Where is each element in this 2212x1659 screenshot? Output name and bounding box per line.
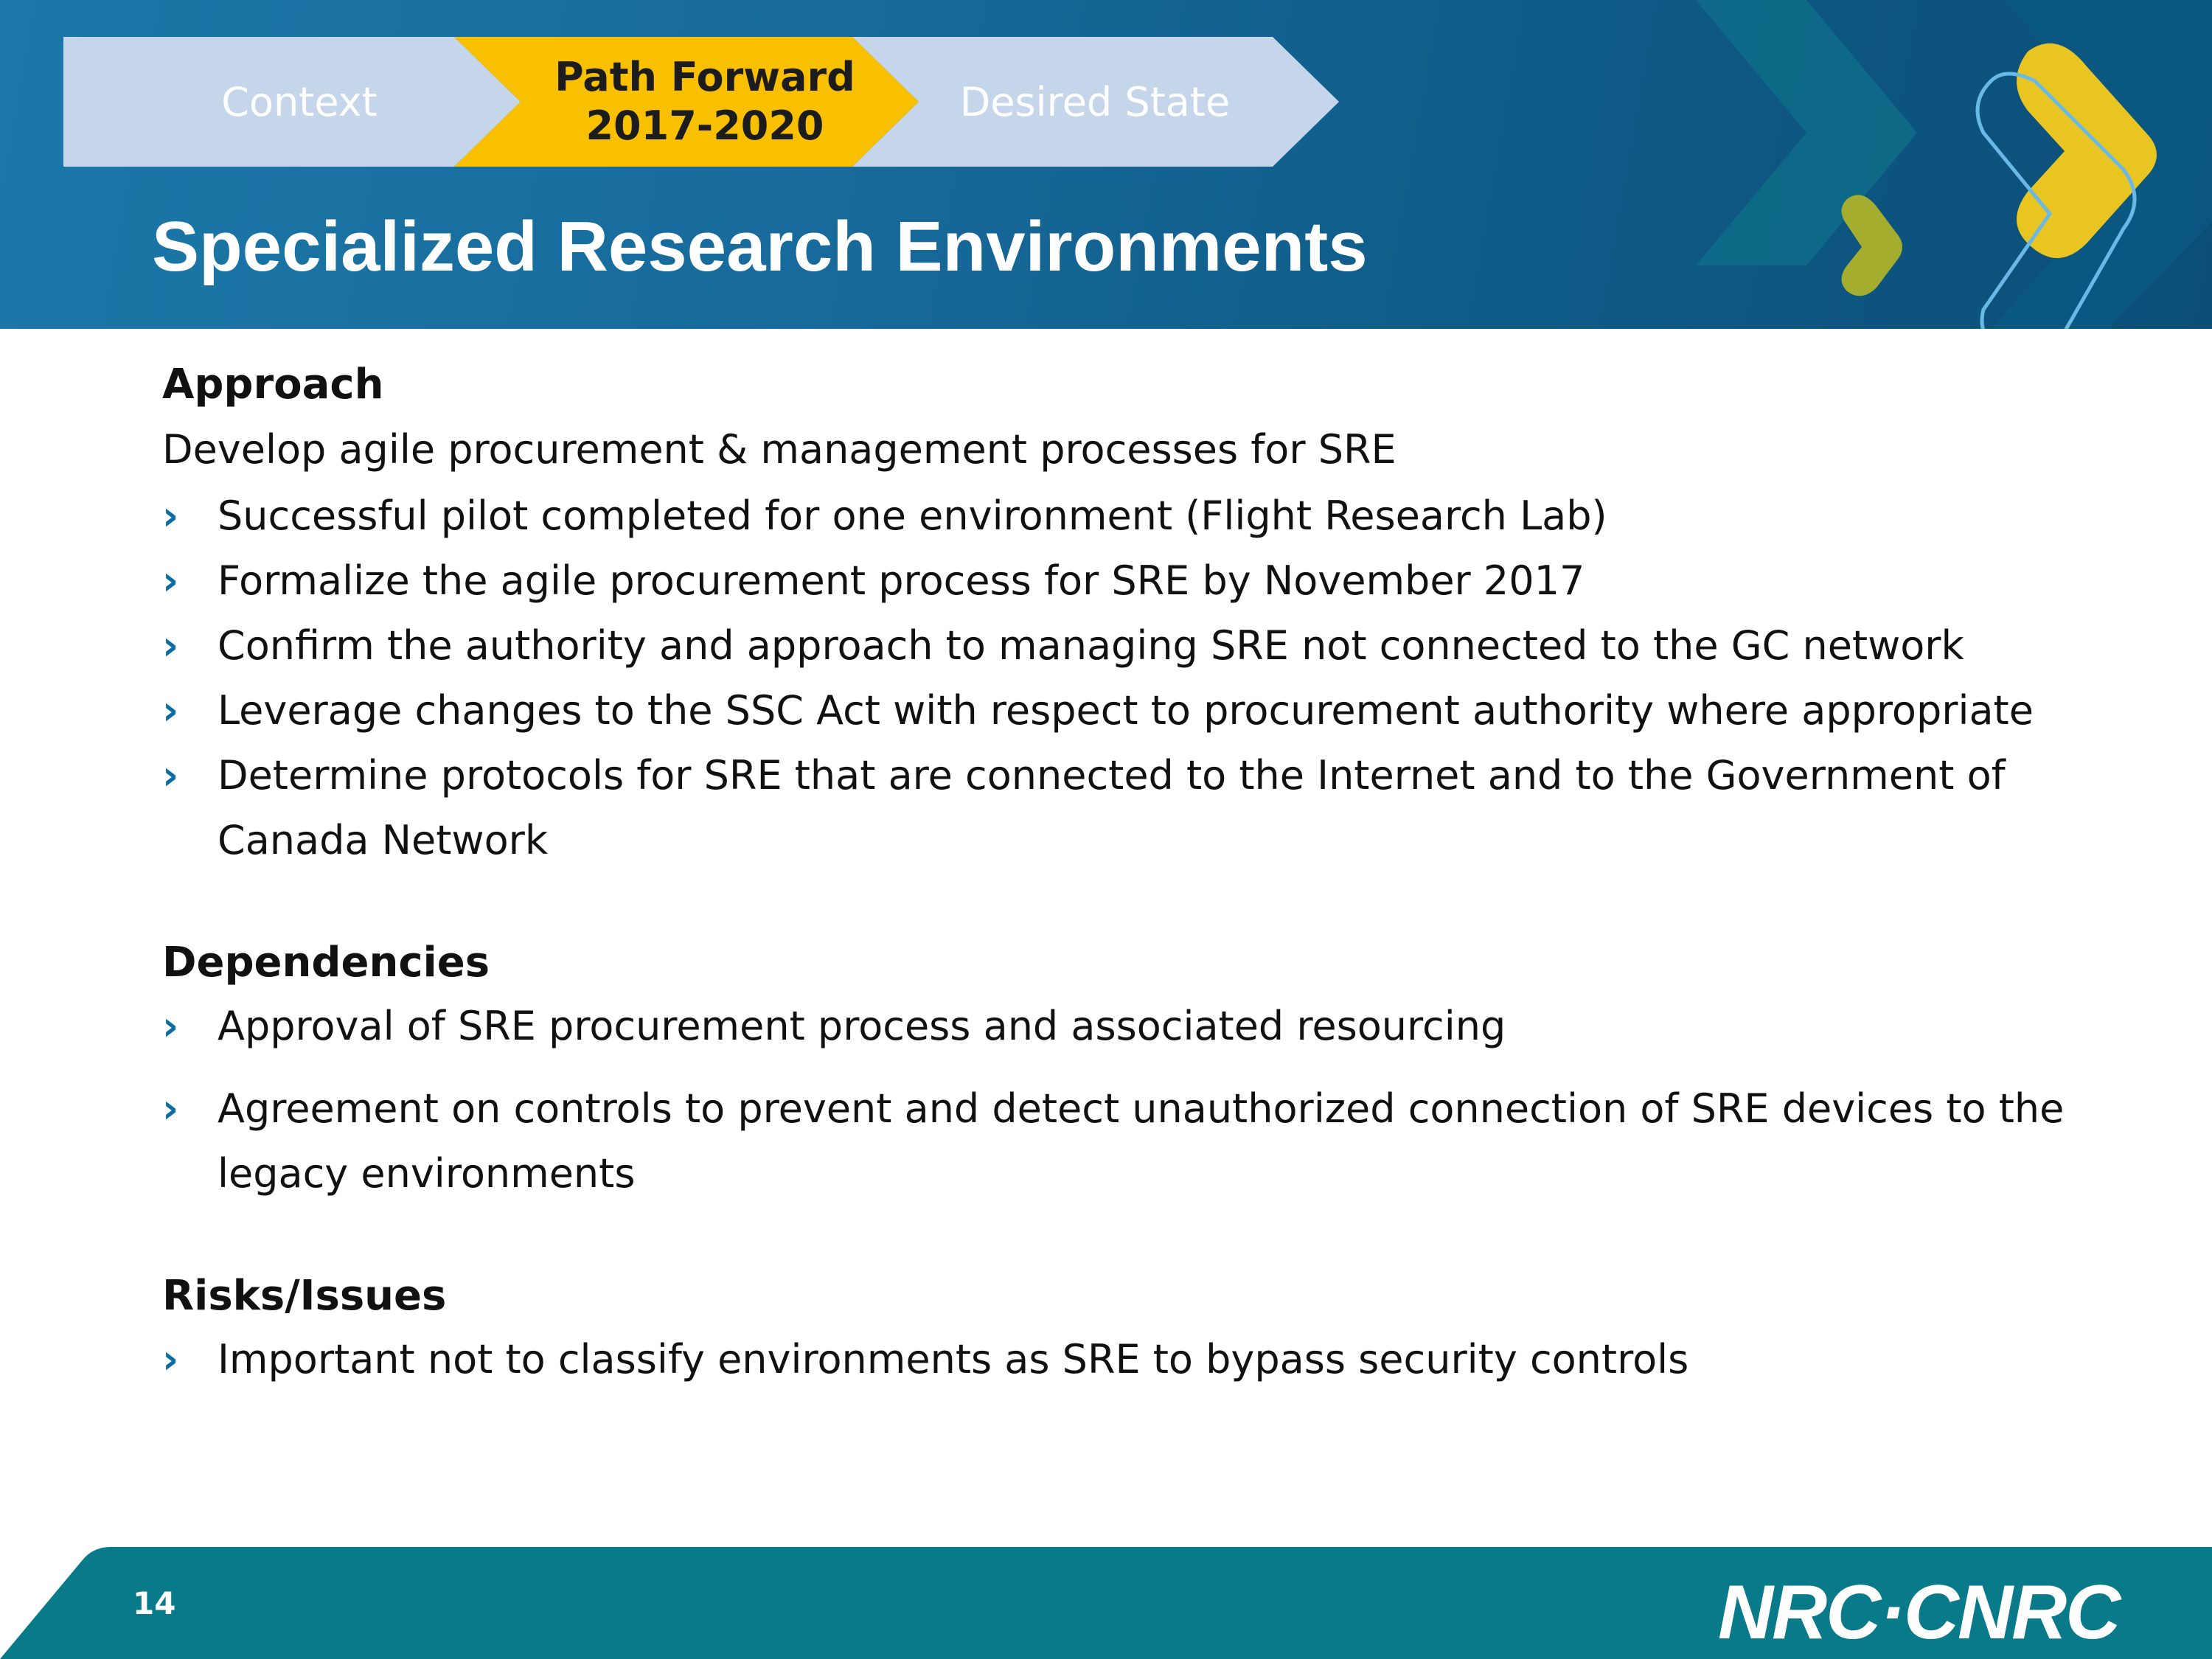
dependencies-list <box>162 994 2109 1206</box>
chevron-right-icon: › <box>162 687 179 734</box>
list-item-text: Important not to classify environments as SRE to bypass security controls <box>218 1336 1689 1382</box>
list-item <box>162 1077 2109 1206</box>
chevron-right-icon: › <box>162 1085 179 1132</box>
list-item <box>162 613 2109 678</box>
list-item-text: Formalize the agile procurement process for SRE by November 2017 <box>218 557 1585 604</box>
chevron-right-icon: › <box>162 1003 179 1049</box>
risks-heading: Risks/Issues <box>162 1272 447 1320</box>
step-desired-state-label[interactable]: Desired State <box>959 78 1231 125</box>
step-context-label[interactable]: Context <box>221 78 378 125</box>
approach-heading: Approach <box>162 361 384 408</box>
chevron-right-icon: › <box>162 622 179 669</box>
step-path-forward-label[interactable]: Path Forward 2017-2020 <box>554 54 855 149</box>
chevron-right-icon: › <box>162 1336 179 1382</box>
nrc-cnrc-logo: NRC·CNRC <box>1718 1570 2120 1655</box>
list-item <box>162 1327 2109 1392</box>
list-item-text: Agreement on controls to prevent and detect unauthorized connection of SRE devices to the legacy environments <box>218 1085 2065 1197</box>
list-item <box>162 549 2109 613</box>
list-item <box>162 678 2109 743</box>
page-title: Specialized Research Environments <box>152 207 1368 286</box>
list-item <box>162 743 2109 873</box>
dependencies-heading: Dependencies <box>162 939 490 987</box>
chevron-right-icon: › <box>162 752 179 799</box>
olive-chevron-shape <box>1842 195 1903 296</box>
list-item <box>162 484 2109 549</box>
page-number: 14 <box>133 1585 176 1621</box>
approach-list <box>162 484 2109 873</box>
list-item-text: Successful pilot completed for one environment (Flight Research Lab) <box>218 493 1607 539</box>
chevron-right-icon: › <box>162 493 179 539</box>
list-item-text: Confirm the authority and approach to managing SRE not connected to the GC network <box>218 622 1964 669</box>
approach-intro: Develop agile procurement & management processes for SRE <box>162 426 1397 473</box>
list-item-text: Leverage changes to the SSC Act with respect to procurement authority where appropriate <box>218 687 2034 734</box>
risks-list <box>162 1327 2109 1392</box>
list-item-text: Approval of SRE procurement process and associated resourcing <box>218 1003 1506 1049</box>
chevron-right-icon: › <box>162 557 179 604</box>
list-item-text: Determine protocols for SRE that are connected to the Internet and to the Government of Canada Network <box>218 752 2006 863</box>
main-content <box>162 354 2109 1392</box>
list-item <box>162 994 2109 1059</box>
